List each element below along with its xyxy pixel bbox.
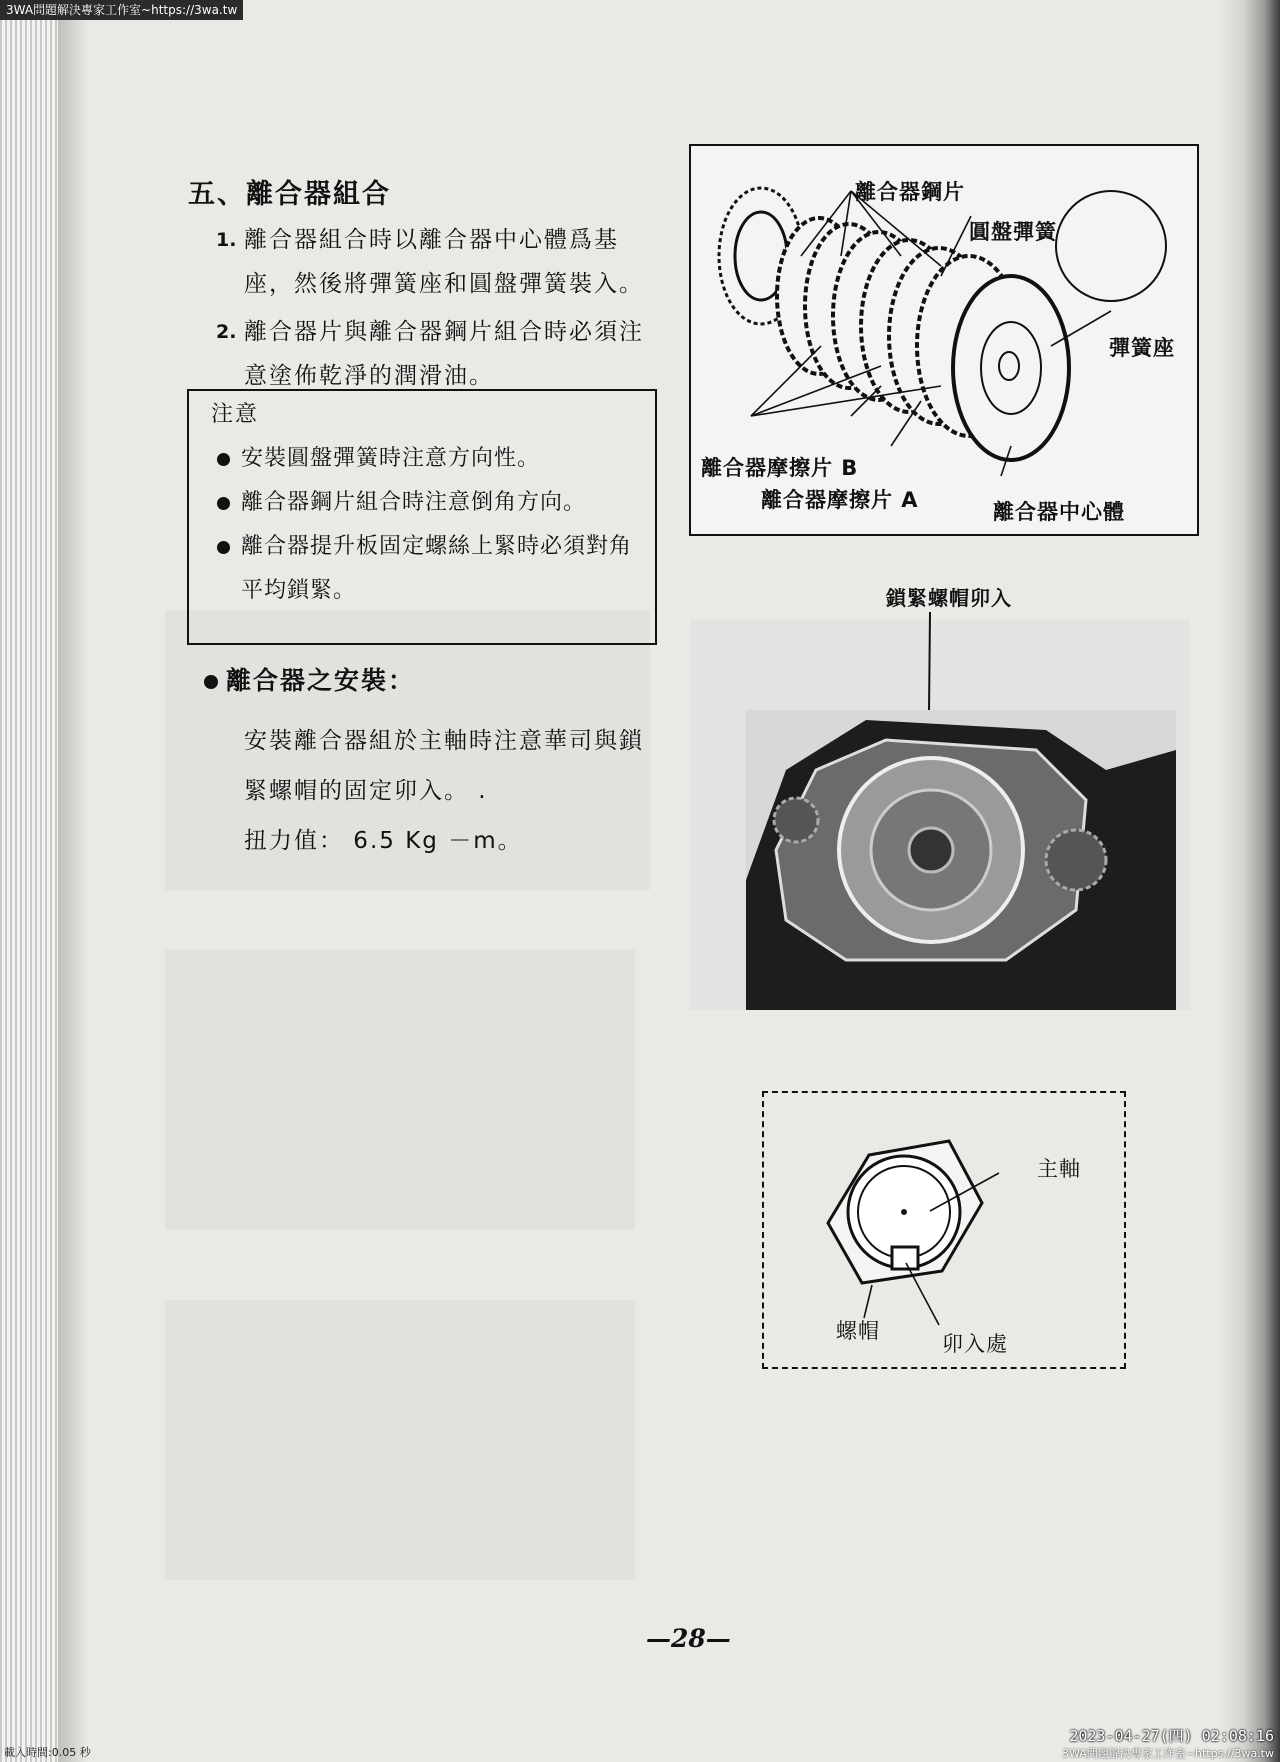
caution-box <box>187 389 657 645</box>
install-paragraph <box>244 716 664 866</box>
bleed-through-photo <box>165 950 635 1230</box>
binding-shadow <box>58 0 88 1762</box>
caution-text: 離合器提升板固定螺絲上緊時必須對角平均鎖緊。 <box>241 534 633 603</box>
list-item <box>216 218 656 306</box>
clutch-exploded-diagram <box>689 144 1199 536</box>
bullet-icon <box>217 541 230 554</box>
label-friction-b: 離合器摩擦片 B <box>701 456 859 480</box>
bullet-icon <box>204 675 218 689</box>
label-disc-spring: 圓盤彈簧 <box>969 220 1057 244</box>
page-number: —28— <box>646 1624 731 1653</box>
page-binding <box>0 0 58 1762</box>
nut-staking-drawing <box>764 1093 1124 1367</box>
section-heading: 五、離合器組合 <box>188 179 391 210</box>
step-number: 1. <box>216 229 237 251</box>
label-friction-a: 離合器摩擦片 A <box>761 488 919 512</box>
step-text: 離合器片與離合器鋼片組合時必須注意塗佈乾淨的潤滑油。 <box>244 319 644 389</box>
install-heading <box>204 661 415 697</box>
bleed-through-photo <box>165 1300 635 1580</box>
label-nut-staking: 鎖緊螺帽卯入 <box>886 586 1012 610</box>
leader-line <box>864 1285 872 1318</box>
label-steel-plate: 離合器鋼片 <box>855 180 965 204</box>
label-stake-point: 卯入處 <box>942 1332 1008 1356</box>
gear-shape <box>1046 830 1106 890</box>
clutch-installed-photo <box>746 710 1176 1010</box>
list-item <box>216 310 656 398</box>
list-item <box>215 437 645 481</box>
caution-title: 注意 <box>211 402 260 427</box>
bullet-icon <box>217 497 230 510</box>
timestamp: 2023-04-27(四) 02:08:16 <box>1069 1727 1274 1745</box>
step-text: 離合器組合時以離合器中心體爲基座，然後將彈簧座和圓盤彈簧裝入。 <box>244 227 644 297</box>
detail-circle-shape <box>1056 191 1166 301</box>
label-nut: 螺帽 <box>836 1319 880 1343</box>
clutch-center-shape <box>953 276 1069 460</box>
page-right-edge <box>1218 0 1280 1762</box>
caution-text: 安裝圓盤彈簧時注意方向性。 <box>241 446 541 471</box>
caution-list <box>215 437 645 613</box>
nut-staking-detail <box>762 1091 1126 1369</box>
label-clutch-center: 離合器中心體 <box>993 500 1125 524</box>
list-item <box>215 481 645 525</box>
load-time: 載入時間:0.05 秒 <box>4 1746 91 1759</box>
list-item <box>215 525 645 613</box>
lock-nut-shape <box>909 828 953 872</box>
gear-shape <box>774 798 818 842</box>
label-main-shaft: 主軸 <box>1037 1157 1081 1181</box>
assembly-steps <box>216 218 656 398</box>
site-banner: 3WA問題解決專家工作室~https://3wa.tw <box>0 0 243 20</box>
label-spring-seat: 彈簧座 <box>1109 336 1175 360</box>
footer-site: 3WA問題解決專家工作室~https://3wa.tw <box>1062 1747 1274 1760</box>
step-number: 2. <box>216 321 237 343</box>
torque-value: 扭力值： 6.5 Kg －m。 <box>244 828 523 854</box>
shaft-center-shape <box>901 1209 907 1215</box>
install-heading-text: 離合器之安裝： <box>226 666 416 695</box>
stake-notch-shape <box>892 1247 918 1269</box>
leader-line <box>751 346 821 416</box>
bullet-icon <box>217 453 230 466</box>
caution-text: 離合器鋼片組合時注意倒角方向。 <box>241 490 587 515</box>
install-text: 安裝離合器組於主軸時注意華司與鎖緊螺帽的固定卯入。 . <box>244 728 644 804</box>
engine-case-illustration <box>746 710 1176 1010</box>
